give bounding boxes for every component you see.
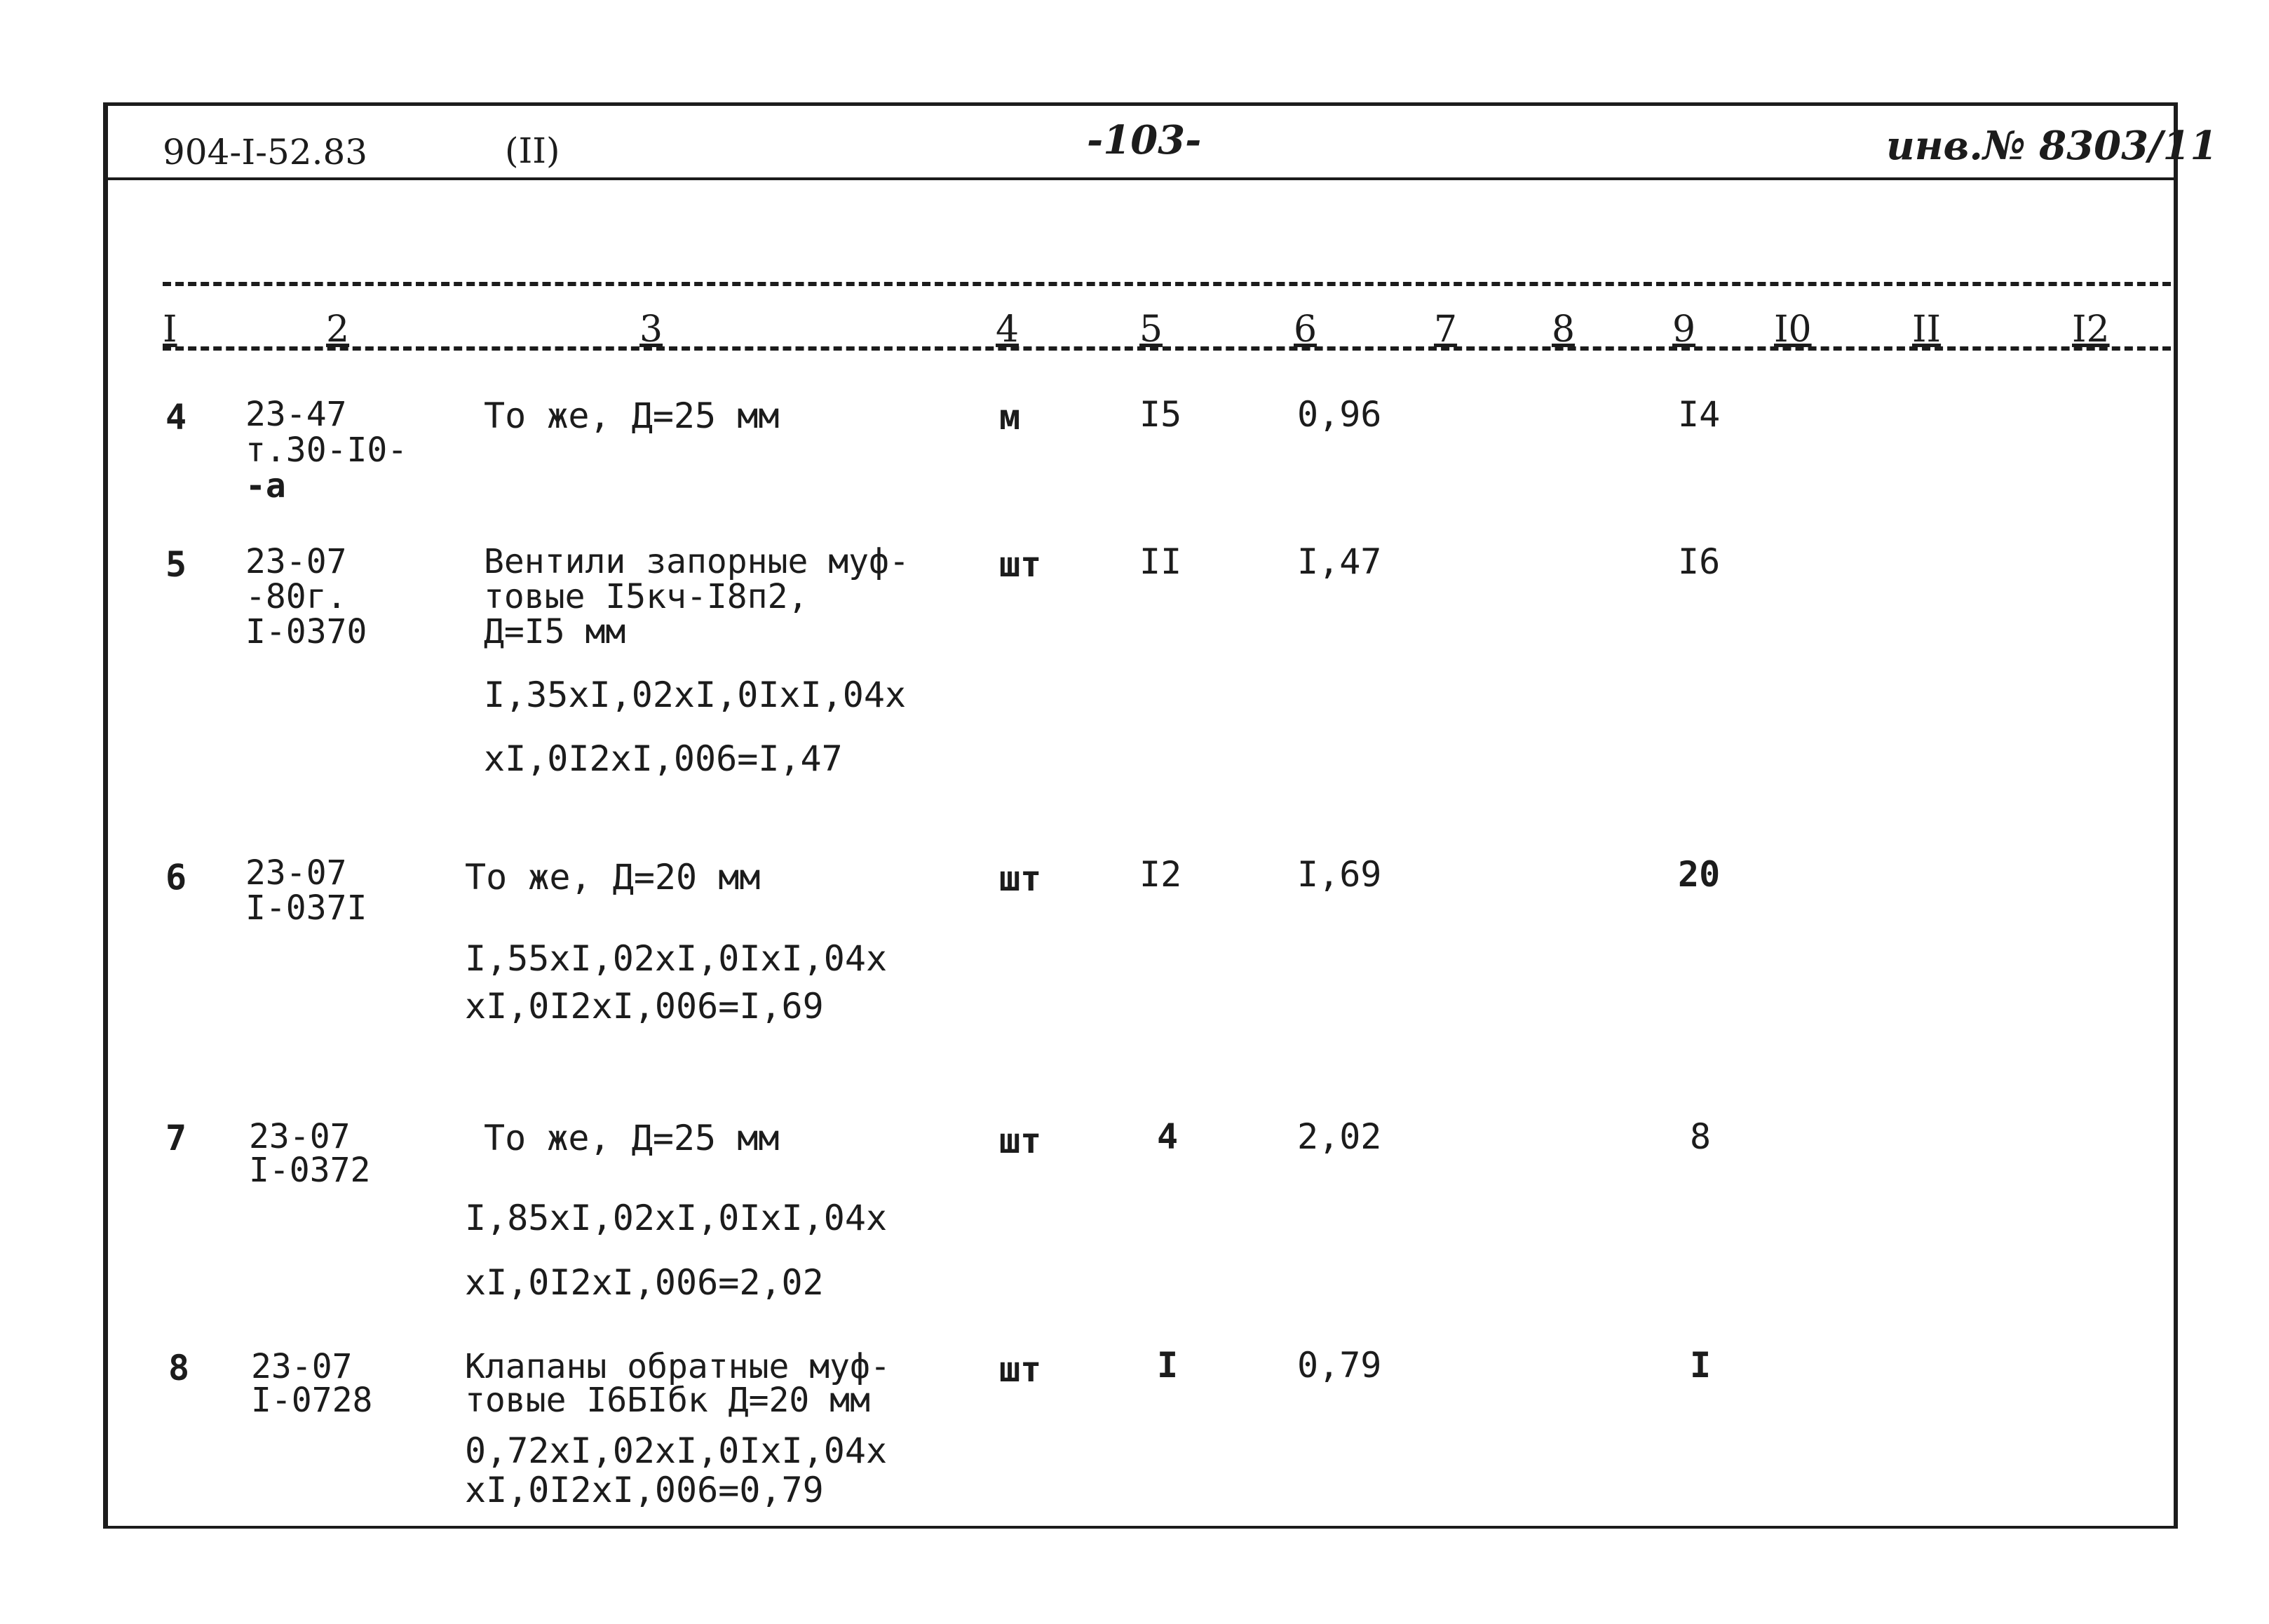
row-unit: шт xyxy=(999,544,1042,585)
row-calculation-line: I,85xI,02xI,0IxI,04x xyxy=(465,1198,888,1238)
row-number: 7 xyxy=(165,1118,187,1158)
row-code-line: 23-07 xyxy=(251,1347,353,1386)
column-number-8: 8 xyxy=(1552,309,1576,351)
row-column-9-value: 20 xyxy=(1678,854,1721,895)
row-code-line: 23-47 xyxy=(245,395,347,434)
row-code-line: I-0370 xyxy=(245,612,367,651)
row-number: 5 xyxy=(165,544,187,585)
inventory-number: инв.№ 8303/11 xyxy=(1886,123,2218,169)
row-calculation-line: xI,0I2xI,006=2,02 xyxy=(465,1262,824,1303)
row-unit: шт xyxy=(999,1349,1042,1390)
row-column-6-value: 2,02 xyxy=(1297,1116,1382,1157)
row-column-6-value: 0,96 xyxy=(1297,394,1382,435)
row-code-line: -а xyxy=(245,466,286,506)
row-calculation-line: I,35xI,02xI,0IxI,04x xyxy=(484,675,907,715)
frame-right-border xyxy=(2174,102,2178,1529)
row-description-line: Д=I5 мм xyxy=(484,612,626,651)
row-unit: шт xyxy=(999,858,1042,899)
column-number-12: I2 xyxy=(2072,309,2110,351)
column-number-11: II xyxy=(1912,309,1942,351)
row-description-line: товые I5кч-I8п2, xyxy=(484,577,808,616)
row-quantity: I5 xyxy=(1139,394,1182,435)
row-code-line: 23-07 xyxy=(249,1117,351,1156)
column-number-1: I xyxy=(163,309,177,351)
row-quantity: I xyxy=(1157,1345,1179,1386)
column-number-5: 5 xyxy=(1139,309,1163,351)
row-unit: шт xyxy=(999,1121,1042,1161)
page-number: -103- xyxy=(1087,117,1202,163)
row-description-line: То же, Д=20 мм xyxy=(465,857,761,898)
row-code-line: 23-07 xyxy=(245,853,347,893)
row-description-line: То же, Д=25 мм xyxy=(484,395,780,436)
section-number: (II) xyxy=(505,130,560,171)
frame-left-border xyxy=(103,102,108,1529)
column-number-3: 3 xyxy=(639,309,663,351)
row-calculation-line: xI,0I2xI,006=I,47 xyxy=(484,738,843,779)
frame-top-border xyxy=(103,102,2177,106)
column-header-top-rule xyxy=(163,282,2171,286)
row-column-9-value: I4 xyxy=(1678,394,1721,435)
row-number: 6 xyxy=(165,857,187,898)
row-description-line: Клапаны обратные муф- xyxy=(465,1347,890,1386)
row-column-9-value: 8 xyxy=(1690,1116,1712,1157)
row-code-line: I-037I xyxy=(245,888,367,928)
row-code-line: I-0372 xyxy=(249,1151,371,1190)
row-column-6-value: I,47 xyxy=(1297,541,1382,582)
row-column-9-value: I xyxy=(1690,1345,1712,1386)
row-code-line: -80г. xyxy=(245,577,347,616)
column-number-4: 4 xyxy=(996,309,1020,351)
header-rule xyxy=(103,177,2177,180)
column-number-2: 2 xyxy=(326,309,350,351)
row-calculation-line: 0,72xI,02xI,0IxI,04x xyxy=(465,1430,888,1471)
row-description-line: То же, Д=25 мм xyxy=(484,1118,780,1158)
column-number-7: 7 xyxy=(1434,309,1458,351)
row-calculation-line: xI,0I2xI,006=0,79 xyxy=(465,1470,824,1510)
row-number: 4 xyxy=(165,397,187,438)
row-calculation-line: xI,0I2xI,006=I,69 xyxy=(465,986,824,1027)
row-quantity: II xyxy=(1139,541,1182,582)
row-column-6-value: I,69 xyxy=(1297,854,1382,895)
column-number-6: 6 xyxy=(1294,309,1318,351)
column-number-10: I0 xyxy=(1774,309,1812,351)
row-code-line: I-0728 xyxy=(251,1381,373,1420)
row-column-9-value: I6 xyxy=(1678,541,1721,582)
row-calculation-line: I,55xI,02xI,0IxI,04x xyxy=(465,938,888,979)
row-code-line: 23-07 xyxy=(245,542,347,581)
row-code-line: т.30-I0- xyxy=(245,431,408,470)
column-header-bottom-rule xyxy=(163,346,2171,351)
row-column-6-value: 0,79 xyxy=(1297,1345,1382,1386)
row-quantity: I2 xyxy=(1139,854,1182,895)
row-unit: м xyxy=(999,397,1021,438)
doc-code: 904-I-52.83 xyxy=(163,132,368,172)
row-number: 8 xyxy=(168,1348,190,1388)
row-quantity: 4 xyxy=(1157,1116,1179,1157)
column-number-9: 9 xyxy=(1672,309,1696,351)
row-description-line: товые I6БIбк Д=20 мм xyxy=(465,1381,870,1420)
row-description-line: Вентили запорные муф- xyxy=(484,542,909,581)
frame-bottom-border xyxy=(103,1526,2177,1529)
